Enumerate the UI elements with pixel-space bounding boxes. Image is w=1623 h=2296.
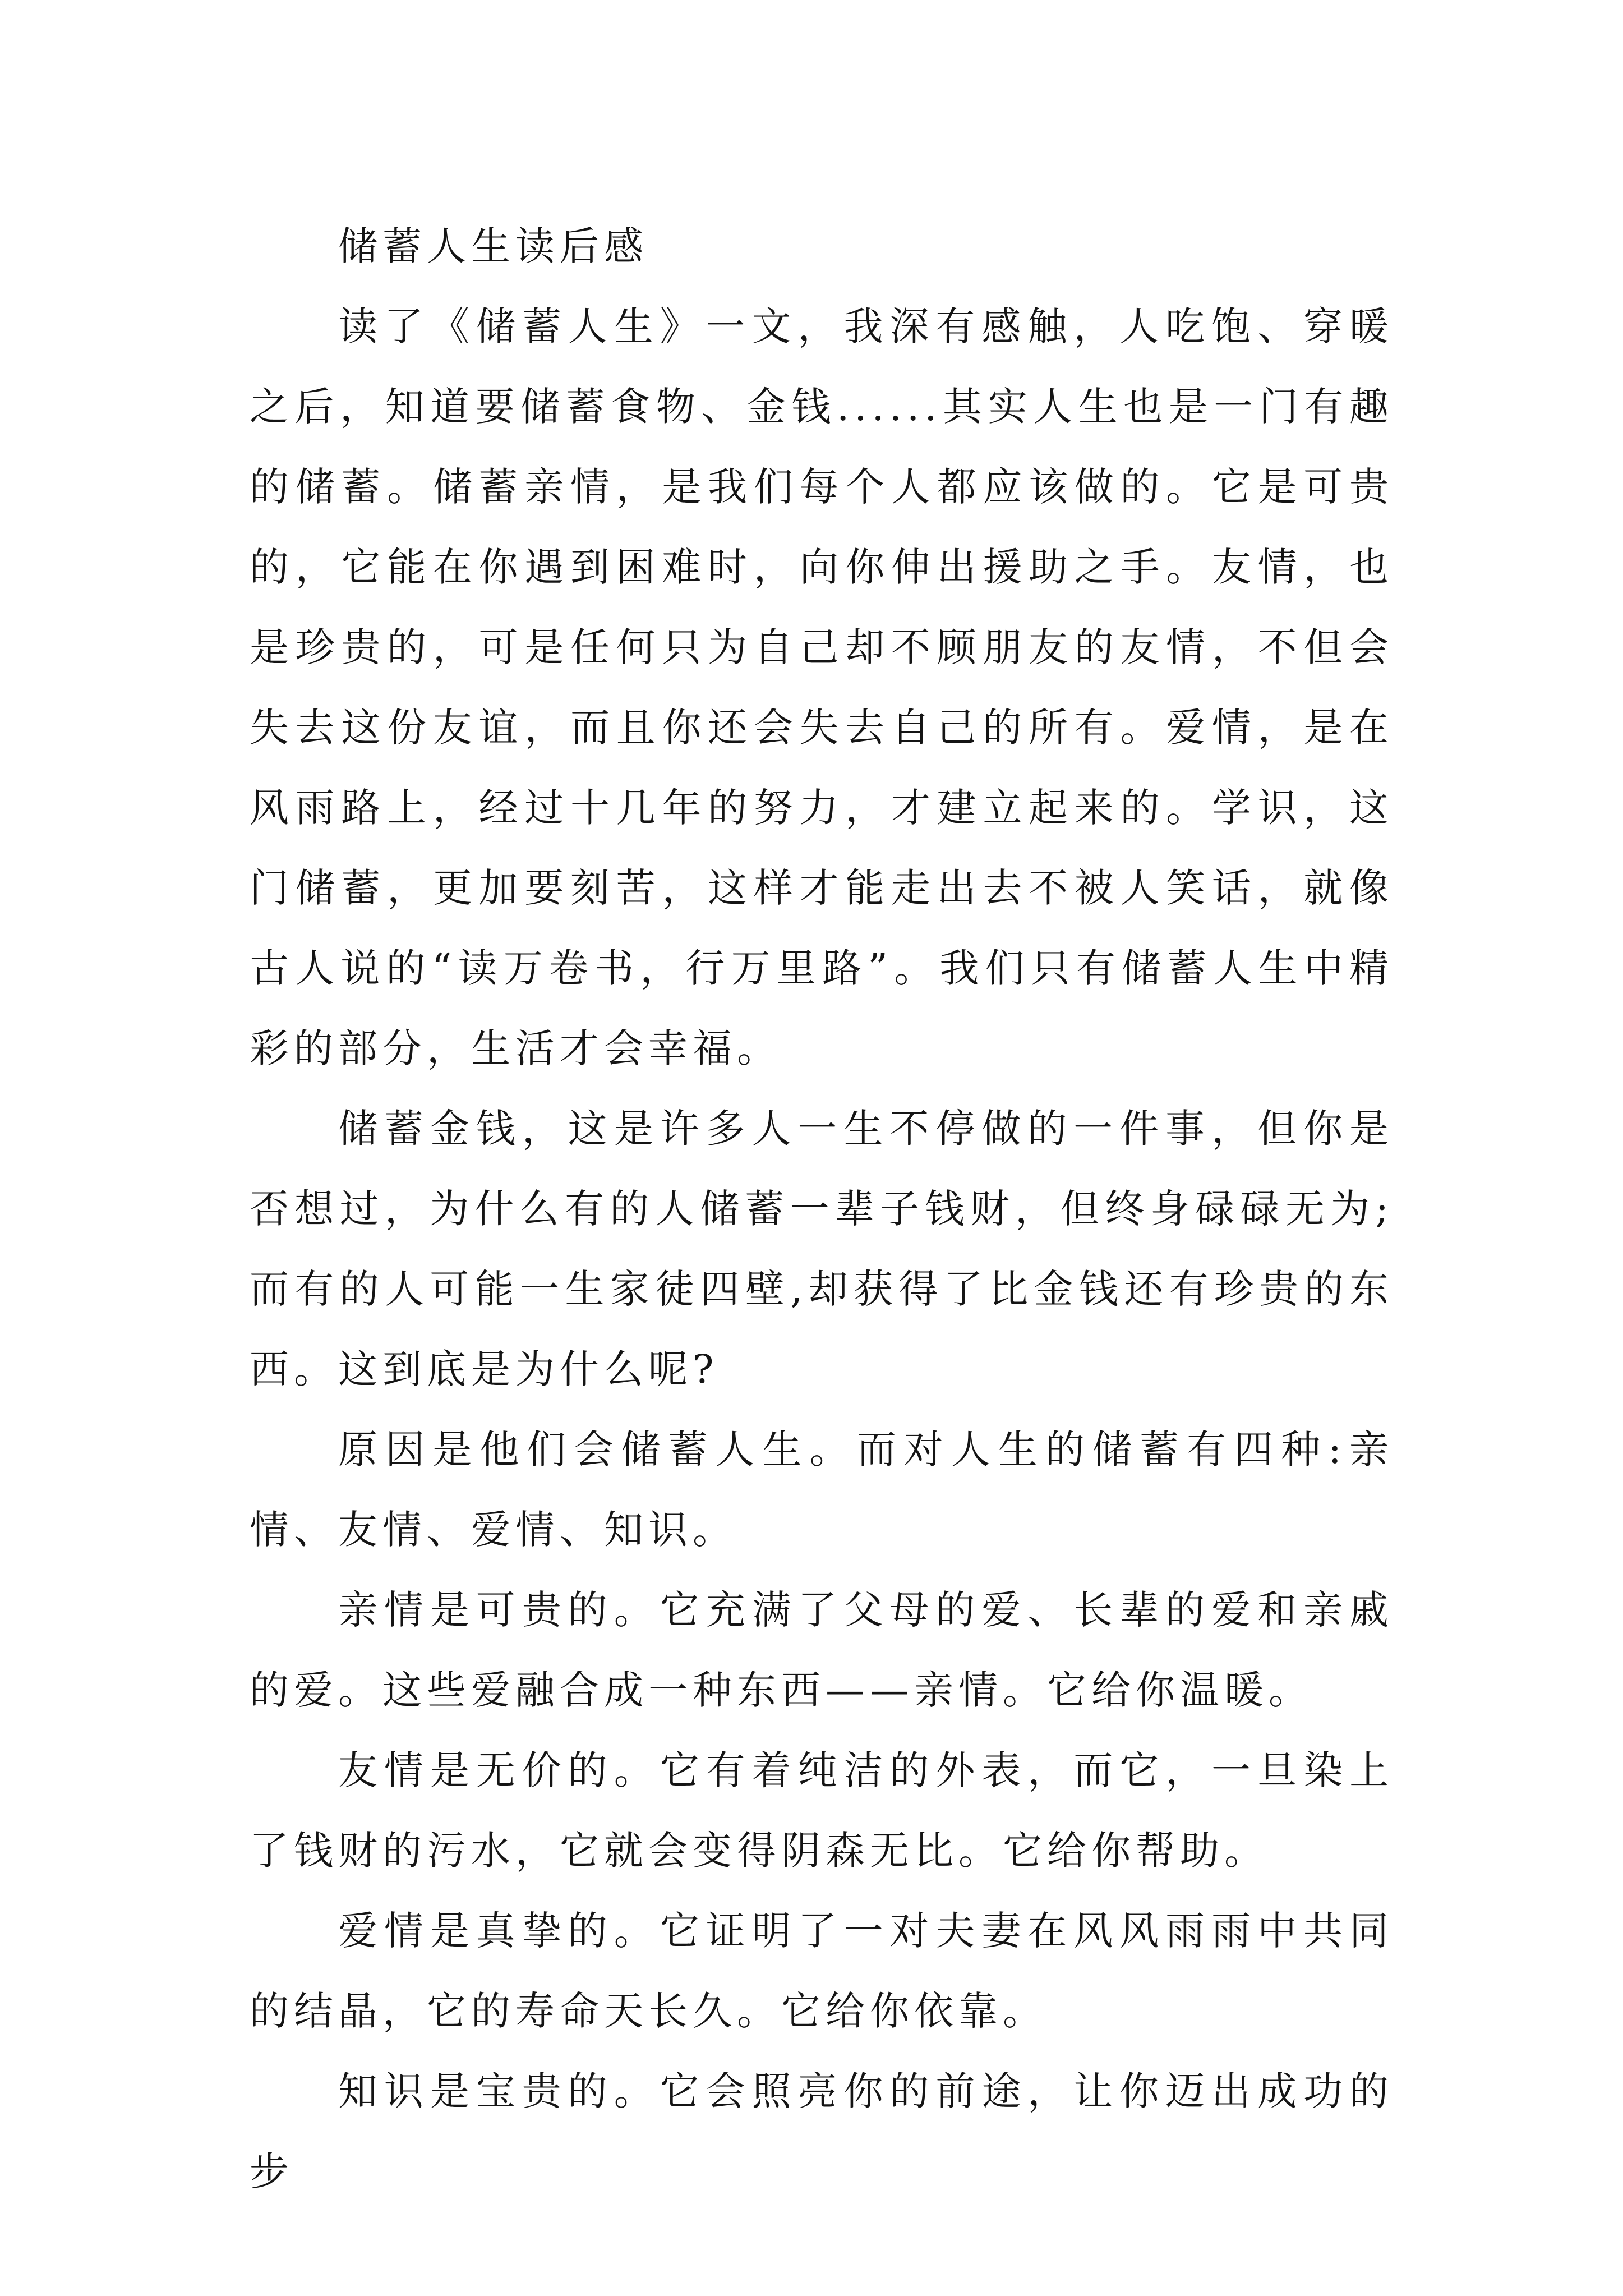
paragraph-2: 储蓄金钱，这是许多人一生不停做的一件事，但你是否想过，为什么有的人储蓄一辈子钱财，但终身碌碌无为;而有的人可能一生家徒四壁,却获得了比金钱还有珍贵的东西。这到底是为什么呢? <box>250 1106 1394 1392</box>
paragraph-3: 原因是他们会储蓄人生。而对人生的储蓄有四种:亲情、友情、爱情、知识。 <box>250 1427 1394 1553</box>
document-body <box>250 206 1394 2212</box>
paragraph-4: 亲情是可贵的。它充满了父母的爱、长辈的爱和亲戚的爱。这些爱融合成一种东西——亲情。它给你温暖。 <box>250 1587 1394 1713</box>
paragraph-6: 爱情是真挚的。它证明了一对夫妻在风风雨雨中共同的结晶，它的寿命天长久。它给你依靠。 <box>250 1908 1394 2034</box>
document-title: 储蓄人生读后感 <box>338 223 648 269</box>
paragraph-7: 知识是宝贵的。它会照亮你的前途，让你迈出成功的步 <box>250 2068 1394 2194</box>
paragraph-1: 读了《储蓄人生》一文，我深有感触，人吃饱、穿暖之后，知道要储蓄食物、金钱......其实人生也是一门有趣的储蓄。储蓄亲情，是我们每个人都应该做的。它是可贵的，它能在你遇到困难时，向你伸出援助之手。友情，也是珍贵的，可是任何只为自己却不顾朋友的友情，不但会失去这份友谊，而且你还会失去自己的所有。爱情，是在风雨路上，经过十几年的努力，才建立起来的。学识，这门储蓄，更加要刻苦，这样才能走出去不被人笑话，就像古人说的“读万卷书，行万里路”。我们只有储蓄人生中精彩的部分，生活才会幸福。 <box>250 303 1394 1071</box>
paragraph-5: 友情是无价的。它有着纯洁的外表，而它，一旦染上了钱财的污水，它就会变得阴森无比。它给你帮助。 <box>250 1747 1394 1874</box>
